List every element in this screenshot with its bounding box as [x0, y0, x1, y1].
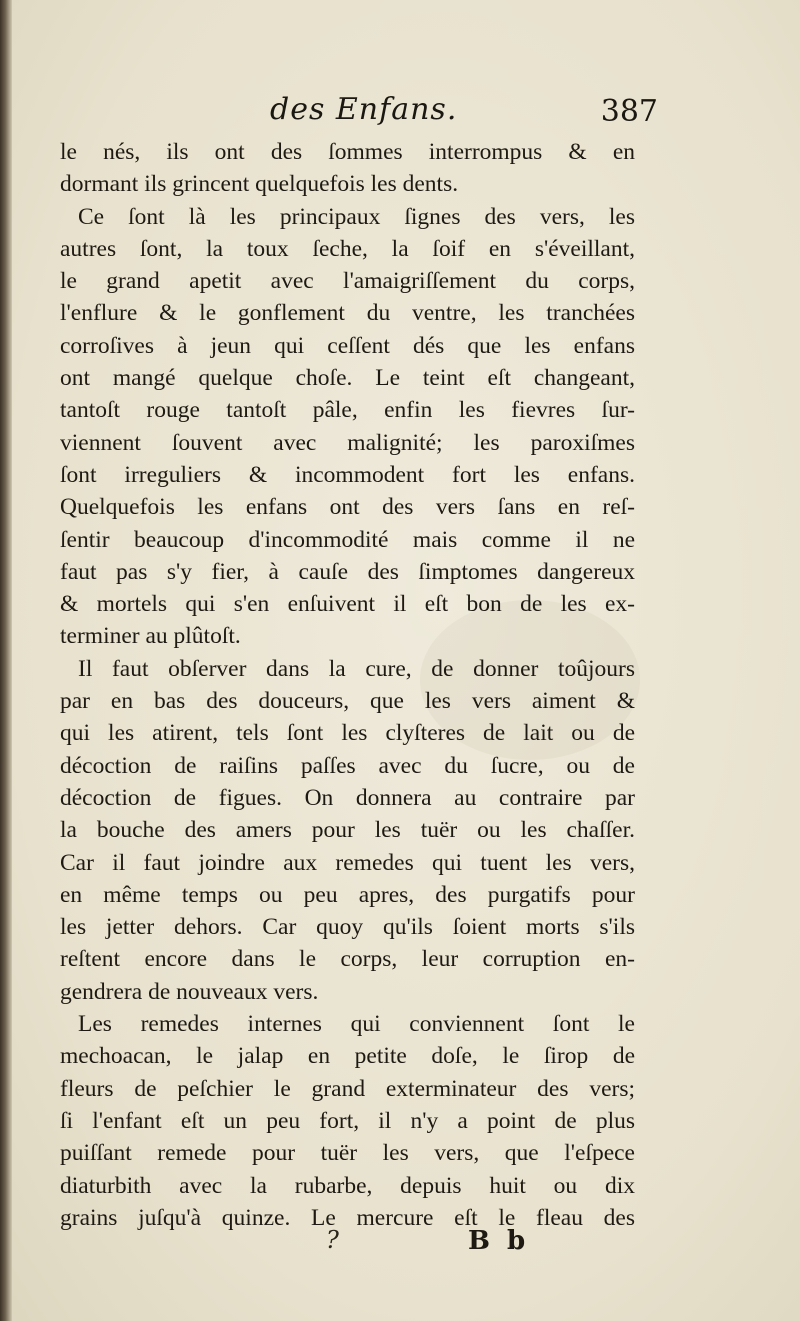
- text-line: grains juſqu'à quinze. Le mercure eſt le fleau des: [60, 1204, 635, 1231]
- text-line: corroſives à jeun qui ceſſent dés que les enfans: [60, 332, 635, 359]
- text-line: la bouche des amers pour les tuër ou les chaſſer.: [60, 817, 635, 844]
- text-line: ont mangé quelque choſe. Le teint eſt changeant,: [60, 365, 635, 392]
- text-line: ſont irreguliers & incommodent fort les enfans.: [60, 461, 635, 488]
- text-line: Quelquefois les enfans ont des vers ſans en reſ-: [60, 494, 635, 521]
- text-line: qui les atirent, tels ſont les clyſteres de lait ou de: [60, 720, 635, 747]
- text-line: faut pas s'y fier, à cauſe des ſimptomes dangereux: [60, 558, 635, 585]
- text-line: Car il faut joindre aux remedes qui tuent les vers,: [60, 849, 635, 876]
- text-line: viennent ſouvent avec malignité; les paroxiſmes: [60, 429, 635, 456]
- page-footer: [320, 1226, 540, 1260]
- body-text: [60, 136, 635, 1234]
- text-line: ſi l'enfant eſt un peu fort, il n'y a point de plus: [60, 1107, 635, 1134]
- page-number: 387: [600, 94, 658, 129]
- footer-ornament: ?: [326, 1226, 339, 1254]
- signature-mark: B b: [468, 1226, 530, 1256]
- text-line: gendrera de nouveaux vers.: [60, 978, 319, 1005]
- running-title: des Enfans.: [270, 92, 458, 127]
- book-spine-shadow: [0, 0, 12, 1321]
- text-line: dormant ils grincent quelquefois les dents.: [60, 171, 459, 198]
- text-line: ſentir beaucoup d'incommodité mais comme il ne: [60, 526, 635, 553]
- text-line: décoction de figues. On donnera au contraire par: [60, 784, 635, 811]
- text-line: Les remedes internes qui conviennent ſont le: [78, 1011, 635, 1038]
- text-line: diaturbith avec la rubarbe, depuis huit ou dix: [60, 1172, 635, 1199]
- text-line: & mortels qui s'en enſuivent il eſt bon de les ex-: [60, 591, 635, 618]
- text-line: décoction de raiſins paſſes avec du ſucre, ou de: [60, 752, 635, 779]
- text-line: tantoſt rouge tantoſt pâle, enfin les fievres ſur-: [60, 397, 635, 424]
- text-line: l'enflure & le gonflement du ventre, les tranchées: [60, 300, 635, 327]
- text-line: terminer au plûtoſt.: [60, 623, 241, 650]
- text-line: Il faut obſerver dans la cure, de donner toûjours: [78, 655, 635, 682]
- text-line: en même temps ou peu apres, des purgatifs pour: [60, 881, 635, 908]
- text-line: mechoacan, le jalap en petite doſe, le ſirop de: [60, 1043, 635, 1070]
- page-header: [60, 92, 658, 138]
- text-line: autres ſont, la toux ſeche, la ſoif en s'éveillant,: [60, 235, 635, 262]
- text-line: les jetter dehors. Car quoy qu'ils ſoient morts s'ils: [60, 914, 635, 941]
- text-line: Ce ſont là les principaux ſignes des vers, les: [78, 203, 635, 230]
- text-line: reſtent encore dans le corps, leur corruption en-: [60, 946, 635, 973]
- text-line: le nés, ils ont des ſommes interrompus & en: [60, 139, 635, 165]
- text-line: fleurs de peſchier le grand exterminateur des vers;: [60, 1075, 635, 1102]
- text-line: le grand apetit avec l'amaigriſſement du corps,: [60, 268, 635, 295]
- text-line: par en bas des douceurs, que les vers aiment &: [60, 688, 635, 715]
- text-line: puiſſant remede pour tuër les vers, que l'eſpece: [60, 1140, 635, 1167]
